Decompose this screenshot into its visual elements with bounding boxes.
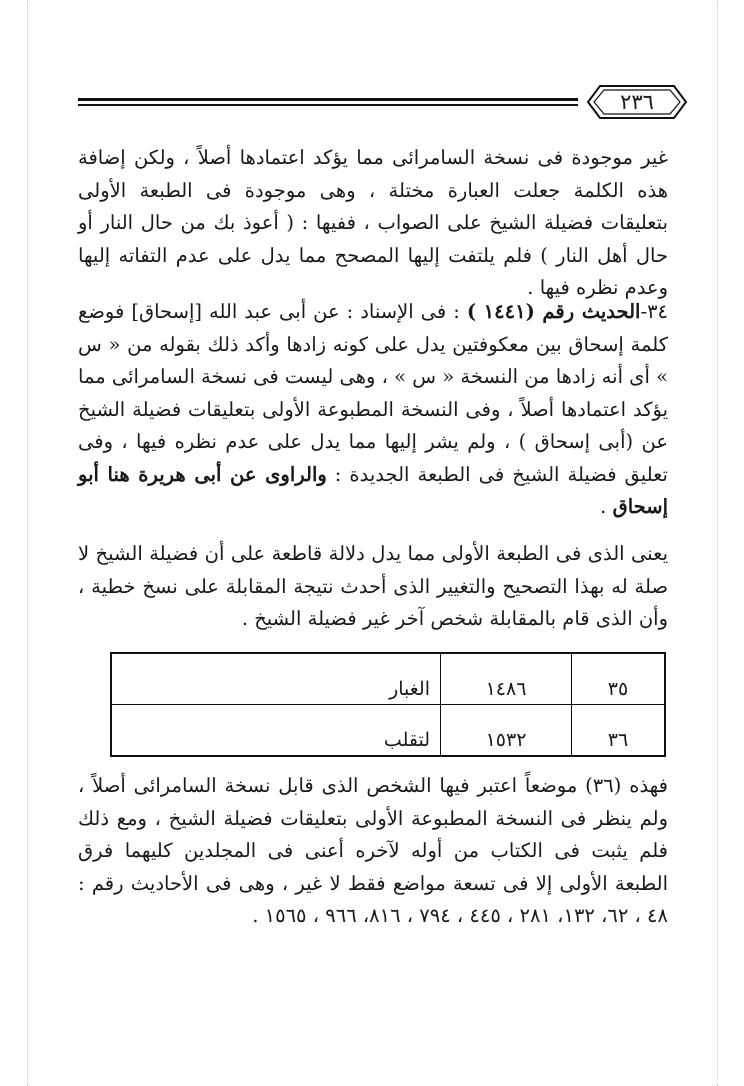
hadith-heading: الحديث رقم (١٤٤١ ) bbox=[466, 300, 641, 323]
header-rule-thin bbox=[78, 104, 578, 106]
right-margin-dotted-line bbox=[717, 0, 718, 1086]
paragraph-3: يعنى الذى فى الطبعة الأولى مما يدل دلالة قاطعة على أن فضيلة الشيخ لا صلة له بهذا التصحيح والتغيير الذى أحدث نتيجة المقابلة على نسخ خطية ، وأن الذى قام بالمقابلة شخص آخر غير فضيلة الشيخ . bbox=[78, 542, 668, 630]
page-header bbox=[78, 82, 688, 122]
bold-quote: والراوى عن أبى هريرة هنا أبو إسحاق bbox=[78, 462, 668, 518]
table-row bbox=[111, 653, 665, 705]
paragraph-4: فهذه (٣٦) موضعاً اعتبر فيها الشخص الذى قابل نسخة السامرائى أصلاً ، ولم ينظر فى النسخة المطبوعة الأولى بتعليقات فضيلة الشيخ ، ومع ذلك فلم يثبت فى الكتاب من أوله لآخره أعنى فى المجلدين كليهما فرق الطبعة الأولى إلا فى تسعة مواضع فقط لا غير ، وهى فى الأحاديث رقم : ٤٨ ، ٦٢، ١٣٢، ٢٨١ ، ٤٤٥ ، ٧٩٤ ، ٨١٦، ٩٦٦ ، ١٥٦٥ . bbox=[78, 774, 668, 927]
paragraph-1: غير موجودة فى نسخة السامرائى مما يؤكد اعتمادها أصلاً ، ولكن إضافة هذه الكلمة جعلت العبارة مختلة ، وهى موجودة فى الطبعة الأولى بتعليقات فضيلة الشيخ على الصواب ، ففيها : ( أعوذ بك من حال النار أو حال أهل النار ) فلم يلتفت إليها المصحح مما يدل على عدم التفاته إليها وعدم نظره فيها . bbox=[78, 146, 668, 299]
paragraph-2-body: : فى الإسناد : عن أبى عبد الله [إسحاق] فوضع كلمة إسحاق بين معكوفتين يدل على كونه زادها وأكد ذلك بقوله من « س » أى أنه زادها من النسخة « س » ، وهى ليست فى نسخة السامرائى مما يؤكد اعتمادها أصلاً ، وفى النسخة المطبوعة الأولى بتعليقات فضيلة الشيخ عن (أبى إسحاق ) ، ولم يشر إليها مما يدل على عدم نظره فيها ، وفى تعليق فضيلة الشيخ فى الطبعة الجديدة : bbox=[78, 300, 668, 486]
variants-table bbox=[110, 652, 666, 757]
left-margin-dotted-line bbox=[27, 0, 28, 1086]
paragraph-2-end: . bbox=[600, 495, 613, 518]
word-cell: لتقلب bbox=[111, 705, 441, 757]
word-cell: الغبار bbox=[111, 653, 441, 705]
header-rule-thick bbox=[78, 98, 578, 101]
page-number: ٢٣٦ bbox=[620, 90, 654, 114]
table-row bbox=[111, 705, 665, 757]
page-number-badge bbox=[586, 84, 688, 120]
row-number: ٣٦ bbox=[572, 705, 666, 757]
hadith-number: ٣٤- bbox=[640, 300, 669, 323]
row-number: ٣٥ bbox=[572, 653, 666, 705]
hadith-ref: ١٤٨٦ bbox=[441, 653, 572, 705]
paragraph-2-hadith-34 bbox=[78, 296, 708, 524]
hadith-ref: ١٥٣٢ bbox=[441, 705, 572, 757]
